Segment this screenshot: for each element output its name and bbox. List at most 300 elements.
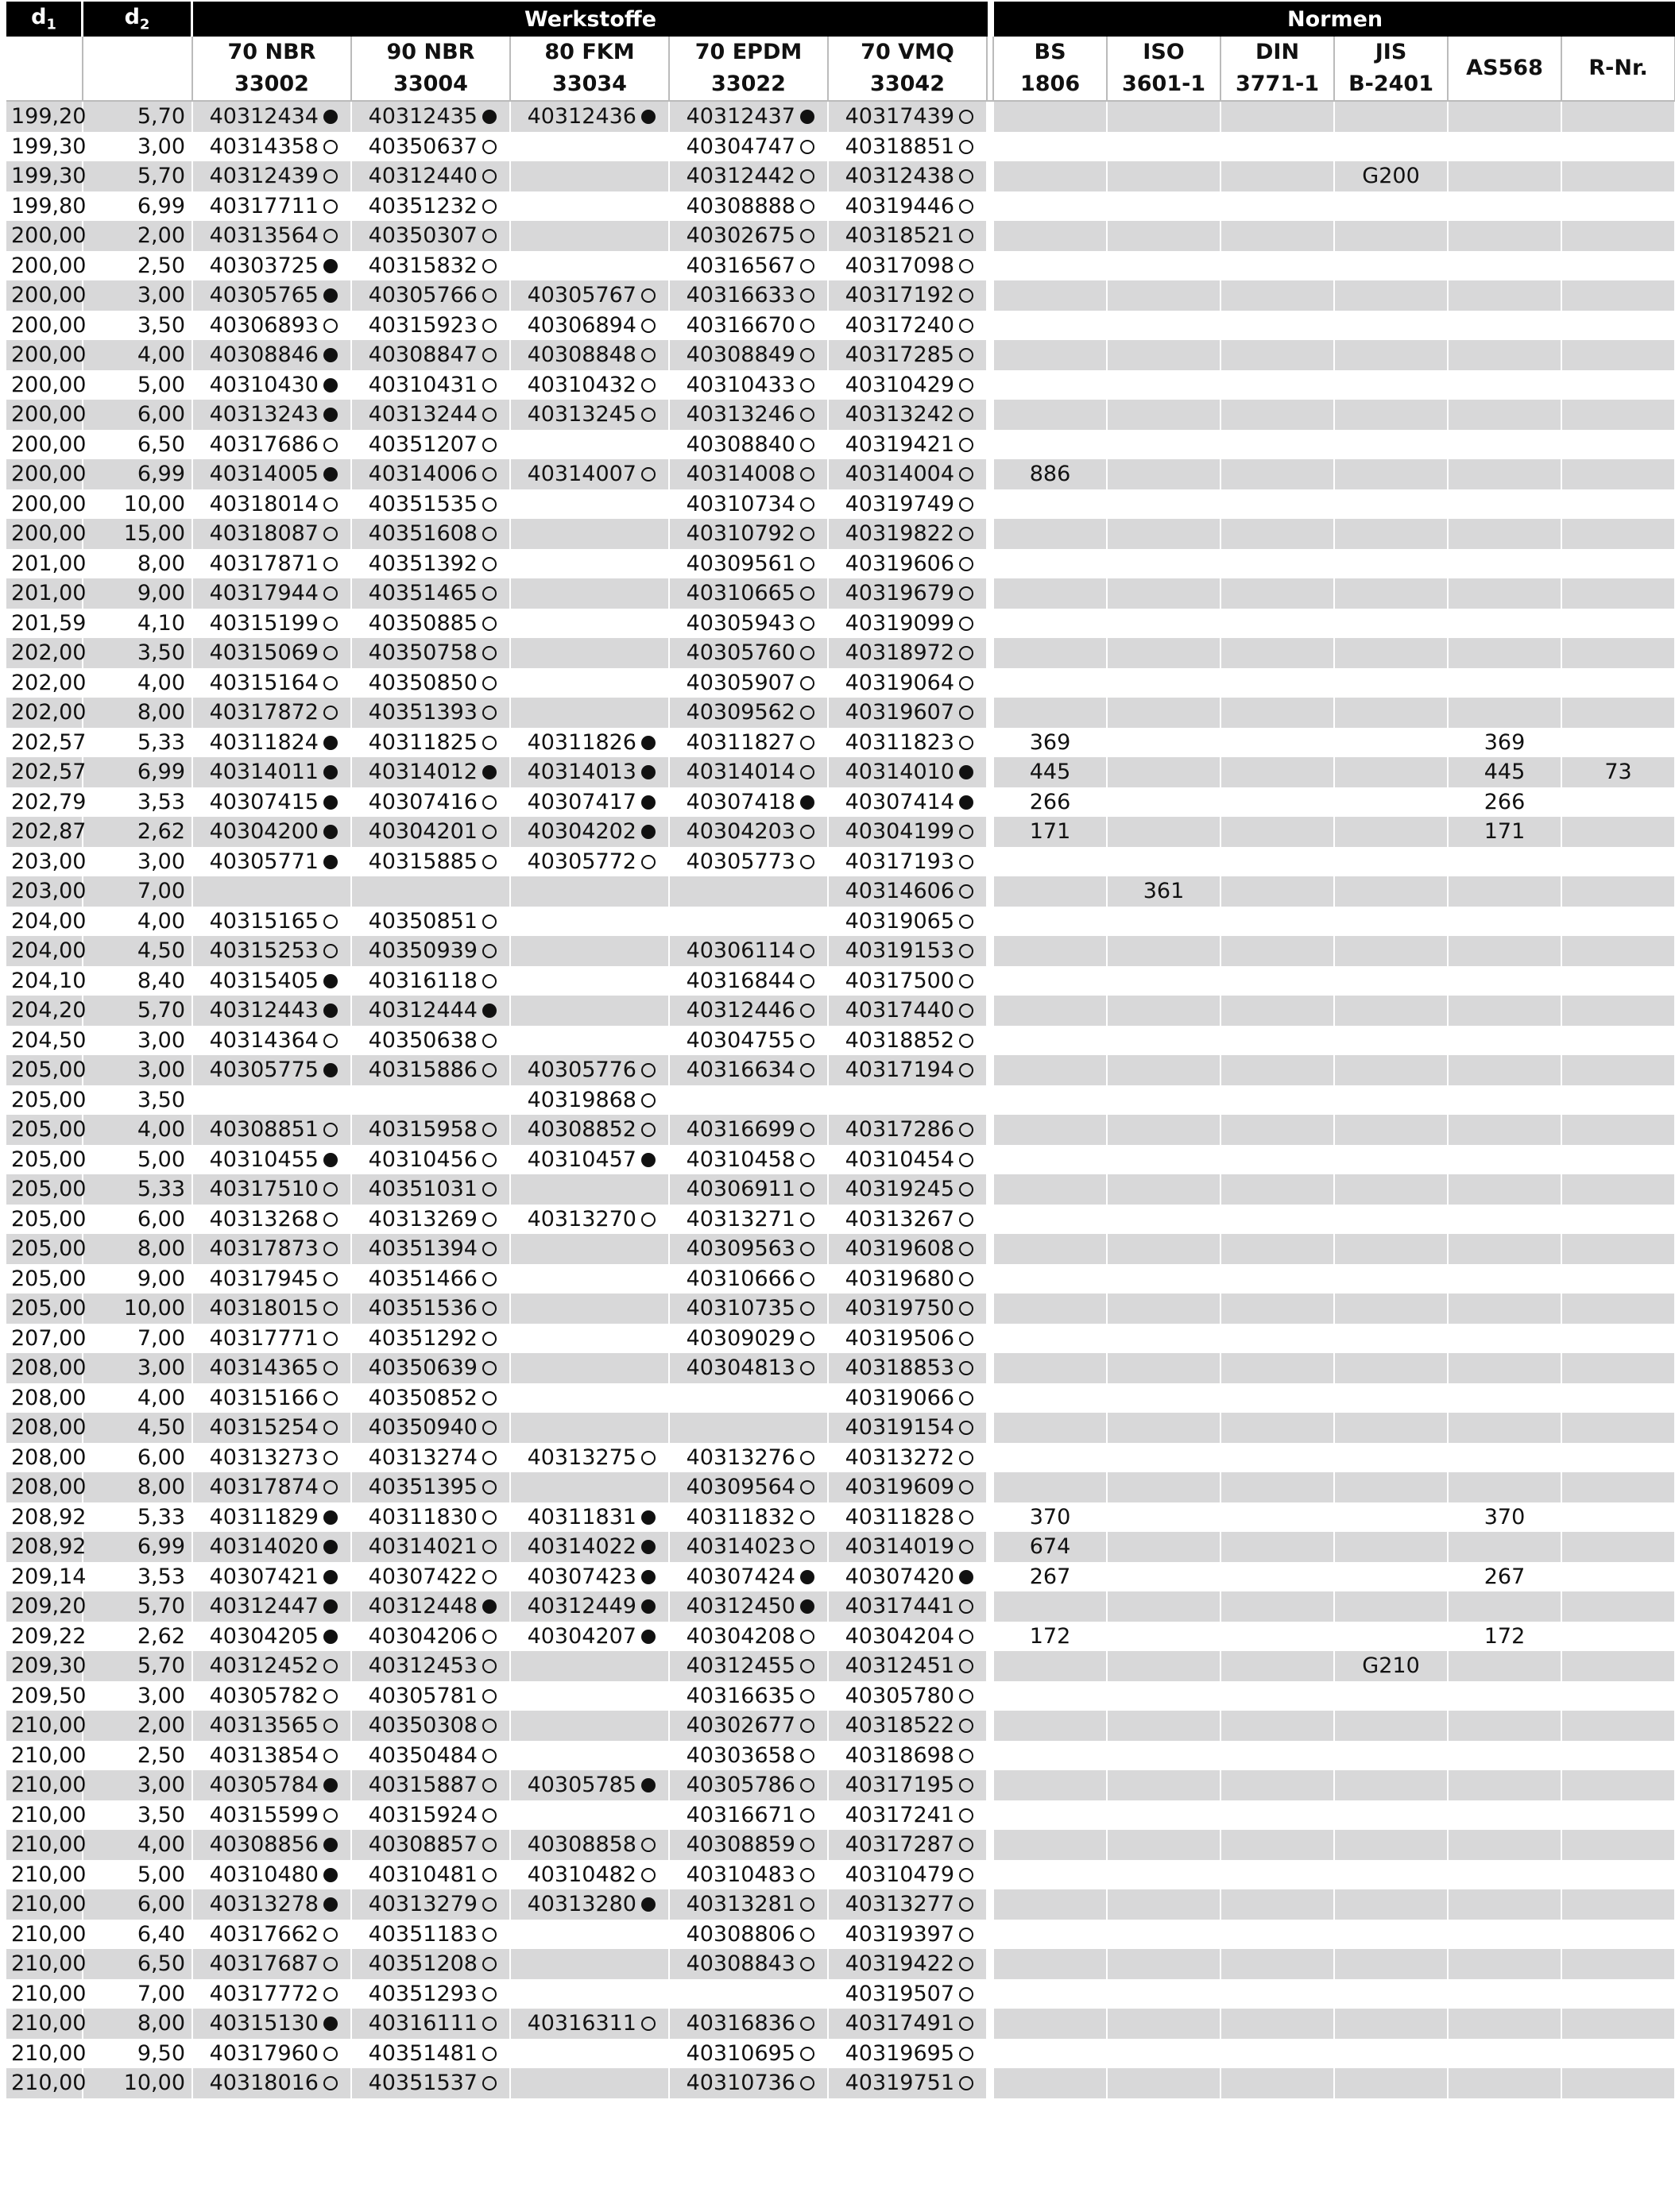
open-circle-icon — [800, 1630, 814, 1644]
article-number: 40318087 — [209, 521, 319, 546]
material-cell — [352, 1264, 511, 1294]
open-circle-icon — [482, 1808, 497, 1823]
open-circle-icon — [482, 1272, 497, 1286]
material-cell — [511, 1830, 670, 1860]
material-cell — [829, 2068, 988, 2098]
norm-cell — [1449, 847, 1562, 877]
filled-circle-icon — [323, 1004, 338, 1018]
open-circle-icon — [482, 1123, 497, 1137]
article-number: 40317286 — [845, 1117, 955, 1142]
norm-cell — [1221, 489, 1335, 520]
article-number: 40314014 — [686, 760, 795, 784]
material-cell — [193, 1174, 352, 1205]
material-cell — [670, 1651, 829, 1681]
open-circle-icon — [323, 2047, 338, 2061]
open-circle-icon — [641, 2017, 656, 2031]
open-circle-icon — [323, 586, 338, 601]
article-number: 40311831 — [527, 1504, 636, 1529]
d1-cell: 205,00 — [6, 1145, 83, 1175]
material-cell — [511, 698, 670, 728]
norm-cell — [1221, 221, 1335, 251]
open-circle-icon — [323, 1301, 338, 1316]
norm-header-4: AS568 — [1449, 37, 1562, 102]
material-cell — [352, 132, 511, 162]
article-number: 40311832 — [686, 1504, 795, 1529]
material-cell — [193, 2009, 352, 2039]
article-number: 40319749 — [845, 491, 955, 516]
material-cell — [193, 400, 352, 430]
article-number: 40351393 — [368, 700, 478, 725]
article-number: 40350758 — [368, 640, 478, 665]
d1-cell: 201,00 — [6, 549, 83, 579]
open-circle-icon — [959, 288, 973, 303]
norm-cell — [1335, 936, 1449, 966]
article-number: 40314007 — [527, 462, 636, 486]
norm-cell — [994, 638, 1108, 668]
d1-cell: 200,00 — [6, 489, 83, 520]
norm-cell — [1449, 966, 1562, 996]
norm-cell — [1562, 1741, 1675, 1771]
norm-cell — [1562, 1085, 1675, 1116]
norm-cell — [1335, 1026, 1449, 1056]
open-circle-icon — [959, 1480, 973, 1495]
d1-cell: 205,00 — [6, 1055, 83, 1085]
material-cell — [829, 370, 988, 400]
column-gap — [988, 1591, 994, 1622]
norm-cell — [1562, 1502, 1675, 1533]
open-circle-icon — [800, 259, 814, 273]
material-cell — [511, 1562, 670, 1592]
material-cell — [352, 1472, 511, 1502]
open-circle-icon — [482, 348, 497, 362]
material-cell — [670, 1562, 829, 1592]
material-cell — [670, 936, 829, 966]
norm-cell — [1108, 1383, 1221, 1413]
article-number: 40316836 — [686, 2011, 795, 2036]
norm-cell — [1108, 1055, 1221, 1085]
d2-cell: 6,00 — [83, 400, 193, 430]
norm-cell — [994, 1383, 1108, 1413]
norm-cell — [1221, 1949, 1335, 1979]
material-cell — [193, 489, 352, 520]
article-number: 40307421 — [209, 1564, 319, 1589]
article-number: 40310735 — [686, 1296, 795, 1321]
open-circle-icon — [959, 1301, 973, 1316]
article-number: 40316670 — [686, 312, 795, 338]
material-cell — [511, 1920, 670, 1950]
norm-cell — [1221, 578, 1335, 609]
column-gap — [988, 1920, 994, 1950]
d1-cell: 210,00 — [6, 1800, 83, 1831]
norm-cell: 361 — [1108, 876, 1221, 907]
open-circle-icon — [323, 1451, 338, 1465]
norm-cell — [1108, 1920, 1221, 1950]
filled-circle-icon — [323, 408, 338, 422]
d1-header: $d_1$ — [6, 2, 83, 37]
material-cell — [829, 102, 988, 132]
open-circle-icon — [800, 408, 814, 422]
column-gap — [988, 1383, 994, 1413]
open-circle-icon — [800, 1242, 814, 1256]
material-cell — [193, 370, 352, 400]
norm-cell — [1449, 1353, 1562, 1383]
article-number: 40351536 — [368, 1296, 478, 1321]
material-cell — [511, 102, 670, 132]
material-cell — [193, 1055, 352, 1085]
article-number: 40316311 — [527, 2011, 636, 2036]
material-cell — [511, 519, 670, 549]
column-gap — [988, 132, 994, 162]
column-gap — [988, 1324, 994, 1354]
norm-cell — [1335, 1145, 1449, 1175]
norm-cell — [1449, 638, 1562, 668]
norm-cell — [1562, 1979, 1675, 2009]
article-number: 40318972 — [845, 640, 955, 665]
o-ring-size-table — [6, 2, 1675, 2098]
material-cell — [193, 1920, 352, 1950]
d2-cell: 9,00 — [83, 578, 193, 609]
d2-cell: 4,10 — [83, 609, 193, 639]
d2-cell: 3,50 — [83, 638, 193, 668]
norm-cell — [1562, 668, 1675, 698]
norm-cell — [1221, 1770, 1335, 1800]
norm-cell — [1562, 430, 1675, 460]
material-cell — [829, 2009, 988, 2039]
material-cell — [352, 1979, 511, 2009]
norm-cell — [1335, 728, 1449, 758]
article-number: 40302677 — [686, 1713, 795, 1738]
open-circle-icon — [959, 1361, 973, 1375]
material-cell — [670, 1860, 829, 1890]
article-number: 40313272 — [845, 1444, 955, 1470]
table-row — [6, 1770, 1675, 1800]
open-circle-icon — [641, 1123, 656, 1137]
norm-cell — [994, 519, 1108, 549]
material-cell — [670, 1205, 829, 1235]
article-number: 40312442 — [686, 164, 795, 188]
material-cell — [670, 1681, 829, 1711]
table-row — [6, 1472, 1675, 1502]
material-cell — [193, 1264, 352, 1294]
article-number: 40319064 — [845, 670, 955, 695]
open-circle-icon — [959, 229, 973, 243]
norm-cell — [1221, 728, 1335, 758]
article-number: 40308848 — [527, 342, 636, 367]
material-cell — [670, 1294, 829, 1324]
article-number: 40351608 — [368, 521, 478, 546]
norm-cell — [1221, 1026, 1335, 1056]
article-number: 40313565 — [209, 1713, 319, 1738]
norm-cell — [994, 1234, 1108, 1264]
norm-cell — [1221, 1979, 1335, 2009]
open-circle-icon — [323, 944, 338, 958]
open-circle-icon — [959, 1153, 973, 1167]
material-cell — [193, 1353, 352, 1383]
norm-cell — [1221, 1622, 1335, 1652]
norm-cell — [1108, 1026, 1221, 1056]
table-row — [6, 936, 1675, 966]
d2-cell: 3,50 — [83, 311, 193, 341]
d2-cell: 6,00 — [83, 1889, 193, 1920]
open-circle-icon — [323, 169, 338, 184]
open-circle-icon — [800, 1689, 814, 1703]
norm-cell — [1221, 2039, 1335, 2069]
norm-cell — [1335, 1472, 1449, 1502]
open-circle-icon — [323, 1182, 338, 1197]
open-circle-icon — [800, 319, 814, 333]
article-number: 40305775 — [209, 1058, 319, 1082]
d2-cell: 8,00 — [83, 1472, 193, 1502]
open-circle-icon — [959, 586, 973, 601]
article-number: 40315254 — [209, 1415, 319, 1440]
article-number: 40308846 — [209, 342, 319, 367]
material-cell — [829, 1264, 988, 1294]
d1-cell: 204,20 — [6, 996, 83, 1026]
norm-cell — [1449, 578, 1562, 609]
norm-cell — [1562, 1115, 1675, 1145]
norm-cell: 266 — [994, 787, 1108, 818]
material-cell — [511, 1889, 670, 1920]
article-number: 40317192 — [845, 283, 955, 307]
norm-cell — [1335, 400, 1449, 430]
material-cell — [829, 1234, 988, 1264]
open-circle-icon — [800, 944, 814, 958]
column-gap — [988, 1294, 994, 1324]
table-row — [6, 400, 1675, 430]
norm-cell — [994, 876, 1108, 907]
column-gap — [988, 907, 994, 937]
column-gap — [988, 1413, 994, 1443]
article-number: 40317491 — [845, 2011, 955, 2036]
open-circle-icon — [641, 348, 656, 362]
material-cell — [670, 2009, 829, 2039]
norm-cell — [1562, 400, 1675, 430]
norm-cell — [994, 340, 1108, 370]
column-gap — [988, 489, 994, 520]
material-cell — [193, 1294, 352, 1324]
d2-cell: 2,62 — [83, 817, 193, 847]
open-circle-icon — [959, 1451, 973, 1465]
d1-cell: 208,92 — [6, 1532, 83, 1562]
material-cell — [511, 1055, 670, 1085]
norm-cell — [1562, 1353, 1675, 1383]
open-circle-icon — [959, 1689, 973, 1703]
material-cell — [511, 1115, 670, 1145]
article-number: 40304208 — [686, 1623, 795, 1649]
article-number: 40318851 — [845, 133, 955, 159]
open-circle-icon — [959, 646, 973, 660]
material-cell — [829, 1770, 988, 1800]
d1-cell: 210,00 — [6, 2068, 83, 2098]
table-row — [6, 578, 1675, 609]
material-cell — [670, 430, 829, 460]
open-circle-icon — [959, 915, 973, 929]
open-circle-icon — [482, 1421, 497, 1435]
material-header-3 — [670, 37, 829, 102]
material-cell — [670, 1324, 829, 1354]
norm-cell — [1108, 847, 1221, 877]
material-cell — [670, 1711, 829, 1741]
filled-circle-icon — [323, 288, 338, 303]
norm-cell — [1221, 251, 1335, 281]
material-cell — [511, 907, 670, 937]
article-number: 40312449 — [527, 1594, 636, 1618]
norm-cell — [1335, 1979, 1449, 2009]
article-number: 40315887 — [368, 1773, 478, 1797]
open-circle-icon — [800, 140, 814, 154]
d1-cell: 209,50 — [6, 1681, 83, 1711]
material-cell — [670, 400, 829, 430]
norm-cell — [1108, 698, 1221, 728]
article-number: 40319154 — [845, 1415, 955, 1440]
article-number: 40308851 — [209, 1117, 319, 1142]
d2-cell: 4,00 — [83, 907, 193, 937]
material-cell — [511, 1026, 670, 1056]
material-header-2 — [511, 37, 670, 102]
material-cell — [670, 1413, 829, 1443]
norm-cell — [1335, 1562, 1449, 1592]
column-gap — [988, 1085, 994, 1116]
material-cell — [670, 221, 829, 251]
article-number: 40313854 — [209, 1742, 319, 1768]
norm-cell — [1221, 311, 1335, 341]
norm-cell — [1221, 132, 1335, 162]
article-number: 40310483 — [686, 1862, 795, 1887]
article-number: 40351395 — [368, 1475, 478, 1499]
material-cell — [352, 280, 511, 311]
article-number: 40312448 — [368, 1594, 478, 1618]
table-row — [6, 2068, 1675, 2098]
article-number: 40309562 — [686, 700, 795, 725]
norm-cell — [1108, 430, 1221, 460]
norm-number: 3601-1 — [1121, 72, 1206, 96]
norm-cell — [1562, 2068, 1675, 2098]
norm-cell — [1335, 519, 1449, 549]
open-circle-icon — [959, 1928, 973, 1942]
material-cell — [352, 1770, 511, 1800]
table-row — [6, 1234, 1675, 1264]
filled-circle-icon — [959, 1570, 973, 1584]
material-cell — [670, 340, 829, 370]
norm-cell — [1108, 638, 1221, 668]
open-circle-icon — [800, 1004, 814, 1018]
norm-cell — [1562, 966, 1675, 996]
open-circle-icon — [482, 408, 497, 422]
material-cell — [829, 1353, 988, 1383]
open-circle-icon — [323, 1689, 338, 1703]
material-cell — [193, 1651, 352, 1681]
norm-cell — [1108, 1681, 1221, 1711]
d2-cell: 9,50 — [83, 2039, 193, 2069]
open-circle-icon — [323, 438, 338, 452]
norm-cell — [1562, 161, 1675, 191]
article-number: 40303725 — [209, 253, 319, 278]
norm-cell — [1221, 1055, 1335, 1085]
d1-cell: 208,00 — [6, 1472, 83, 1502]
norm-cell — [1335, 1234, 1449, 1264]
article-number: 40314022 — [527, 1534, 636, 1559]
article-number: 40302675 — [686, 223, 795, 248]
norm-cell: 172 — [1449, 1622, 1562, 1652]
d1-cell: 200,00 — [6, 311, 83, 341]
table-row — [6, 519, 1675, 549]
norm-cell — [1108, 668, 1221, 698]
d2-cell: 3,00 — [83, 1770, 193, 1800]
column-gap — [988, 1353, 994, 1383]
d1-cell: 199,20 — [6, 102, 83, 132]
norm-cell — [994, 1115, 1108, 1145]
material-cell — [829, 1115, 988, 1145]
d2-cell: 4,00 — [83, 1383, 193, 1413]
open-circle-icon — [482, 1630, 497, 1644]
article-number: 40314005 — [209, 462, 319, 486]
norm-cell — [994, 2068, 1108, 2098]
open-circle-icon — [800, 2017, 814, 2031]
d2-cell: 6,00 — [83, 1443, 193, 1473]
material-cell — [829, 1979, 988, 2009]
article-number: 40306893 — [209, 312, 319, 338]
material-cell — [193, 1711, 352, 1741]
d2-cell: 2,62 — [83, 1622, 193, 1652]
article-number: 40317098 — [845, 253, 955, 278]
material-cell — [511, 1264, 670, 1294]
article-number: 40303658 — [686, 1742, 795, 1768]
norm-cell — [1221, 698, 1335, 728]
d1-cell: 210,00 — [6, 2009, 83, 2039]
column-gap — [988, 1711, 994, 1741]
material-cell — [511, 430, 670, 460]
material-cell — [193, 1234, 352, 1264]
norm-cell — [1335, 340, 1449, 370]
material-cell — [670, 817, 829, 847]
material-cell — [511, 2068, 670, 2098]
norm-cell — [1221, 459, 1335, 489]
table-row — [6, 1532, 1675, 1562]
article-number: 40312450 — [686, 1594, 795, 1618]
article-number: 40308856 — [209, 1832, 319, 1857]
article-number: 40316671 — [686, 1802, 795, 1827]
column-gap — [988, 519, 994, 549]
norm-cell — [994, 400, 1108, 430]
open-circle-icon — [800, 1749, 814, 1763]
norm-cell — [1221, 1860, 1335, 1890]
open-circle-icon — [323, 140, 338, 154]
open-circle-icon — [323, 676, 338, 690]
material-cell — [511, 1145, 670, 1175]
article-number: 40317871 — [209, 551, 319, 576]
material-cell — [670, 698, 829, 728]
norm-cell — [994, 102, 1108, 132]
norm-cell — [1335, 370, 1449, 400]
material-cell — [193, 1026, 352, 1056]
open-circle-icon — [800, 855, 814, 869]
norm-cell — [1335, 1949, 1449, 1979]
norm-cell — [1108, 2039, 1221, 2069]
norm-cell — [1108, 1502, 1221, 1533]
material-cell — [193, 1770, 352, 1800]
d2-cell: 4,00 — [83, 340, 193, 370]
norm-cell — [1562, 280, 1675, 311]
open-circle-icon — [323, 497, 338, 512]
d2-cell: 3,00 — [83, 1026, 193, 1056]
material-cell — [511, 1294, 670, 1324]
norm-cell — [1221, 161, 1335, 191]
norm-cell — [1108, 907, 1221, 937]
table-row — [6, 1830, 1675, 1860]
d2-cell: 10,00 — [83, 489, 193, 520]
norm-cell — [994, 609, 1108, 639]
norm-cell — [1562, 1830, 1675, 1860]
